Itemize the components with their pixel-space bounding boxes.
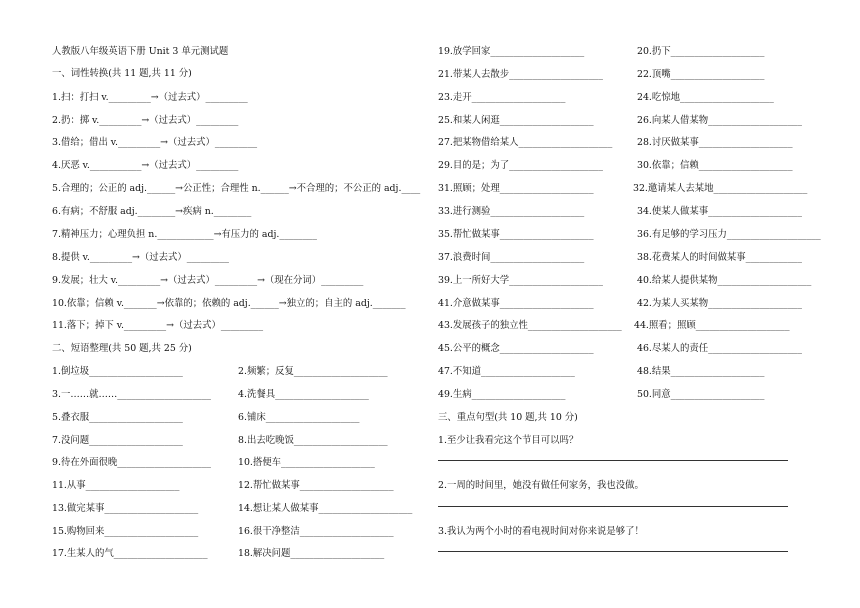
phrase-item: 29.目的是；为了____________________	[438, 160, 603, 171]
word-form-item: 6.有病；不舒服 adj.________→疾病 n.________	[52, 206, 252, 217]
phrase-item: 44.照看；照顾____________________	[634, 320, 790, 331]
phrase-item: 39.上一所好大学____________________	[438, 275, 603, 286]
phrase-item: 8.出去吃晚饭____________________	[238, 435, 388, 446]
phrase-item: 28.讨厌做某事____________________	[637, 137, 793, 148]
phrase-item: 22.顶嘴____________________	[637, 69, 765, 80]
phrase-item: 34.使某人做某事____________________	[637, 206, 802, 217]
worksheet-title: 人教版八年级英语下册 Unit 3 单元测试题	[52, 46, 229, 57]
phrase-item: 36.有足够的学习压力____________________	[637, 229, 821, 240]
phrase-item: 23.走开____________________	[438, 92, 566, 103]
phrase-item: 46.尽某人的责任____________________	[637, 343, 802, 354]
phrase-item: 5.叠衣服____________________	[52, 412, 183, 423]
phrase-item: 17.生某人的气____________________	[52, 548, 208, 559]
word-form-item: 8.提供 v._________→（过去式）_________	[52, 252, 229, 263]
phrase-item: 20.扔下____________________	[637, 46, 765, 57]
phrase-item: 24.吃惊地____________________	[637, 92, 774, 103]
phrase-item: 45.公平的概念____________________	[438, 343, 594, 354]
sentence-prompt: 2.一周的时间里，她没有做任何家务，我也没做。	[438, 480, 644, 491]
phrase-item: 48.结果____________________	[637, 366, 765, 377]
word-form-item: 11.落下；掉下 v._________→（过去式）_________	[52, 320, 264, 331]
phrase-item: 19.放学回家____________________	[438, 46, 585, 57]
phrase-item: 47.不知道____________________	[438, 366, 575, 377]
phrase-item: 38.花费某人的时间做某事____________	[637, 252, 802, 263]
word-form-item: 7.精神压力；心理负担 n.____________→有压力的 adj.________	[52, 229, 317, 240]
phrase-item: 43.发展孩子的独立性____________________	[438, 320, 622, 331]
phrase-item: 37.浪费时间____________________	[438, 252, 585, 263]
word-form-item: 4.厌恶 v.___________→（过去式）_________	[52, 160, 239, 171]
phrase-item: 16.很干净整洁____________________	[238, 526, 394, 537]
word-form-item: 3.借给；借出 v._________→（过去式）_________	[52, 137, 258, 148]
word-form-item: 1.扫：打扫 v._________→（过去式）_________	[52, 92, 248, 103]
phrase-item: 3.一……就……____________________	[52, 389, 211, 400]
phrase-item: 9.待在外面很晚____________________	[52, 457, 211, 468]
phrase-item: 11.从事____________________	[52, 480, 180, 491]
section1-heading: 一、词性转换(共 11 题,共 11 分)	[52, 68, 192, 79]
phrase-item: 2.频繁；反复____________________	[238, 366, 388, 377]
phrase-item: 12.帮忙做某事____________________	[238, 480, 394, 491]
phrase-item: 15.购物回来____________________	[52, 526, 199, 537]
phrase-item: 13.做完某事____________________	[52, 503, 199, 514]
phrase-item: 33.进行测验____________________	[438, 206, 585, 217]
phrase-item: 6.铺床____________________	[238, 412, 360, 423]
phrase-item: 50.同意____________________	[637, 389, 765, 400]
phrase-item: 4.洗餐具____________________	[238, 389, 369, 400]
phrase-item: 40.给某人提供某物____________________	[637, 275, 812, 286]
phrase-item: 1.倒垃圾____________________	[52, 366, 183, 377]
phrase-item: 30.依靠；信赖____________________	[637, 160, 793, 171]
word-form-item: 10.依靠；信赖 v._______→依靠的；依赖的 adj.______→独立的；自主的 adj._______	[52, 298, 406, 309]
section3-heading: 三、重点句型(共 10 题,共 10 分)	[438, 412, 578, 423]
phrase-item: 26.向某人借某物____________________	[637, 115, 802, 126]
phrase-item: 25.和某人闲逛____________________	[438, 115, 594, 126]
sentence-prompt: 3.我认为两个小时的看电视时间对你来说是够了！	[438, 526, 644, 537]
phrase-item: 35.帮忙做某事____________________	[438, 229, 594, 240]
word-form-item: 5.合理的；公正的 adj.______→公正性；合理性 n.______→不合理的；不公正的 adj.____	[52, 183, 421, 194]
section2-heading: 二、短语整理(共 50 题,共 25 分)	[52, 343, 192, 354]
phrase-item: 21.带某人去散步____________________	[438, 69, 603, 80]
phrase-item: 31.照顾；处理____________________	[438, 183, 594, 194]
phrase-item: 18.解决问题____________________	[238, 548, 385, 559]
sentence-prompt: 1.至少让我看完这个节目可以吗？	[438, 435, 579, 446]
word-form-item: 9.发展；壮大 v._________→（过去式）_________→（现在分词）_________	[52, 275, 364, 286]
answer-line	[438, 551, 788, 552]
answer-line	[438, 460, 788, 461]
phrase-item: 27.把某物借给某人____________________	[438, 137, 613, 148]
phrase-item: 42.为某人买某物____________________	[637, 298, 802, 309]
phrase-item: 7.没问题____________________	[52, 435, 183, 446]
phrase-item: 10.搭便车____________________	[238, 457, 375, 468]
word-form-item: 2.扔：掷 v._________→（过去式）_________	[52, 115, 239, 126]
phrase-item: 49.生病____________________	[438, 389, 566, 400]
phrase-item: 14.想让某人做某事____________________	[238, 503, 413, 514]
answer-line	[438, 506, 788, 507]
phrase-item: 32.邀请某人去某地____________________	[633, 183, 808, 194]
phrase-item: 41.介意做某事____________________	[438, 298, 594, 309]
